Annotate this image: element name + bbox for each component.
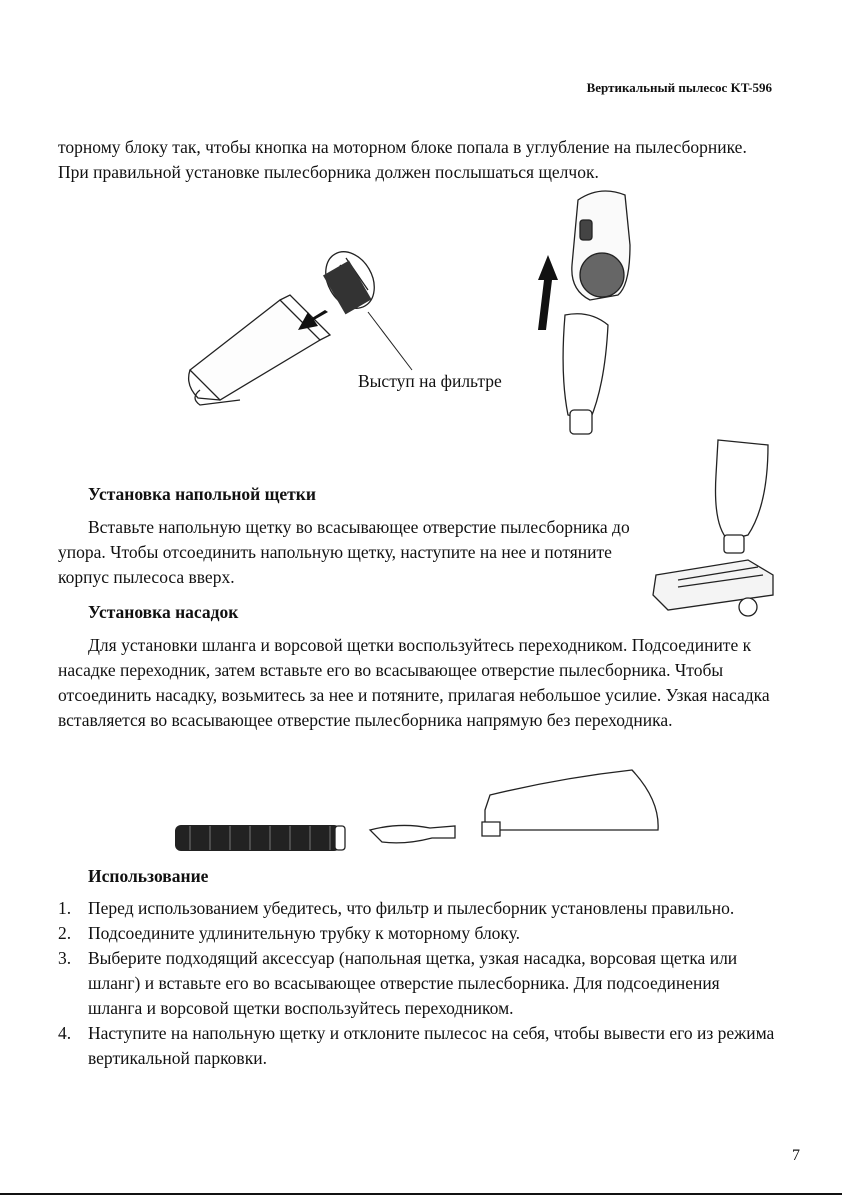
running-header: Вертикальный пылесос KT-596 bbox=[586, 80, 772, 95]
list-item-number: 1. bbox=[58, 898, 72, 918]
nozzles-paragraph: Для установки шланга и ворсовой щетки воспользуйтесь переходником. Подсоедините к насадке переходник, затем вставьте его во всасывающее отверстие пылесборника. Чтобы отсоединить насадку, возьмитесь за нее и потяните, прилагая небольшое усилие. Узкая насадка вставляется во всасывающее отверстие пылесборника напрямую без переходника. bbox=[58, 635, 770, 730]
floor-brush-paragraph: Вставьте напольную щетку во всасывающее отверстие пылесборника до упора. Чтобы отсоединить напольную щетку, наступите на нее и потяните корпус пылесоса вверх. bbox=[58, 517, 630, 587]
list-item bbox=[58, 1021, 778, 1071]
intro-paragraph: торному блоку так, чтобы кнопка на моторном блоке попала в углубление на пылесборнике. При правильной установке пылесборника должен послышаться щелчок. bbox=[58, 137, 747, 182]
usage-steps-list bbox=[58, 896, 778, 1071]
page-bottom-rule bbox=[0, 1193, 842, 1195]
list-item bbox=[58, 946, 778, 1021]
floor-brush-heading: Установка напольной щетки bbox=[88, 484, 316, 504]
list-item bbox=[58, 921, 778, 946]
list-item-text: Наступите на напольную щетку и отклоните пылесос на себя, чтобы вывести его из режима вертикальной парковки. bbox=[88, 1023, 775, 1068]
list-item-text: Подсоедините удлинительную трубку к моторному блоку. bbox=[88, 923, 521, 943]
hose-icon bbox=[175, 825, 340, 851]
motor-unit-assembly-illustration bbox=[530, 185, 650, 440]
usage-heading: Использование bbox=[88, 866, 209, 886]
accessories-illustration bbox=[170, 770, 670, 860]
page-number: 7 bbox=[792, 1147, 800, 1164]
list-item-text: Выберите подходящий аксессуар (напольная щетка, узкая насадка, ворсовая щетка или шланг) и вставьте его во всасывающее отверстие пылесборника. Для подсоединения шланга и ворсовой щетки воспользуйтесь переходником. bbox=[88, 948, 738, 1018]
list-item-text: Перед использованием убедитесь, что фильтр и пылесборник установлены правильно. bbox=[88, 898, 735, 918]
dust-container-icon bbox=[485, 770, 658, 830]
list-item-number: 2. bbox=[58, 923, 72, 943]
list-item-number: 4. bbox=[58, 1023, 72, 1043]
list-item-number: 3. bbox=[58, 948, 72, 968]
floor-brush-illustration bbox=[648, 435, 778, 625]
list-item bbox=[58, 896, 778, 921]
nozzles-heading: Установка насадок bbox=[88, 602, 239, 622]
crevice-nozzle-icon bbox=[370, 825, 455, 842]
filter-callout-label: Выступ на фильтре bbox=[358, 371, 502, 391]
